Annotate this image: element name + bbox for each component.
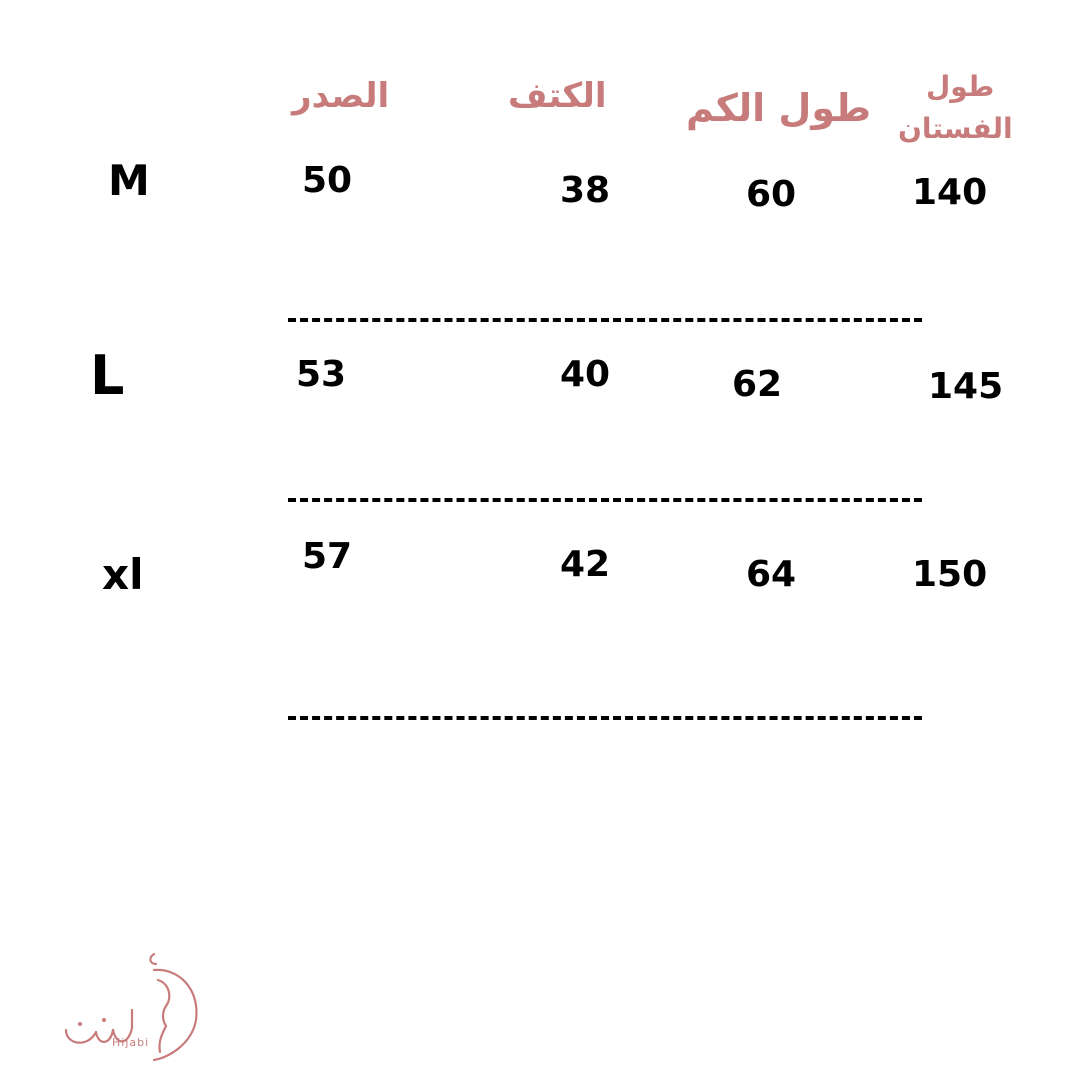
size-label-l: L	[90, 344, 125, 407]
length-value-xl: 150	[912, 554, 988, 595]
shoulder-value-m: 38	[560, 170, 611, 211]
sleeve-value-m: 60	[746, 174, 797, 215]
sleeve-value-xl: 64	[746, 554, 797, 595]
row-divider-1	[288, 318, 922, 322]
row-divider-3	[288, 716, 922, 720]
chest-value-l: 53	[296, 354, 347, 395]
length-value-m: 140	[912, 172, 988, 213]
header-sleeve-length: طول الكم	[686, 86, 872, 130]
header-dress-length-line1: طول	[926, 70, 995, 103]
size-label-xl: xl	[102, 550, 144, 599]
chest-value-m: 50	[302, 160, 353, 201]
chest-value-xl: 57	[302, 536, 353, 577]
header-dress-length-line2: الفستان	[898, 112, 1013, 145]
sleeve-value-l: 62	[732, 364, 783, 405]
shoulder-value-l: 40	[560, 354, 611, 395]
shoulder-value-xl: 42	[560, 544, 611, 585]
header-chest: الصدر	[292, 76, 390, 116]
header-shoulder: الكتف	[508, 76, 607, 116]
size-label-m: M	[108, 156, 150, 205]
row-divider-2	[288, 498, 922, 502]
brand-name: Hijabi	[112, 1036, 150, 1049]
length-value-l: 145	[928, 366, 1004, 407]
